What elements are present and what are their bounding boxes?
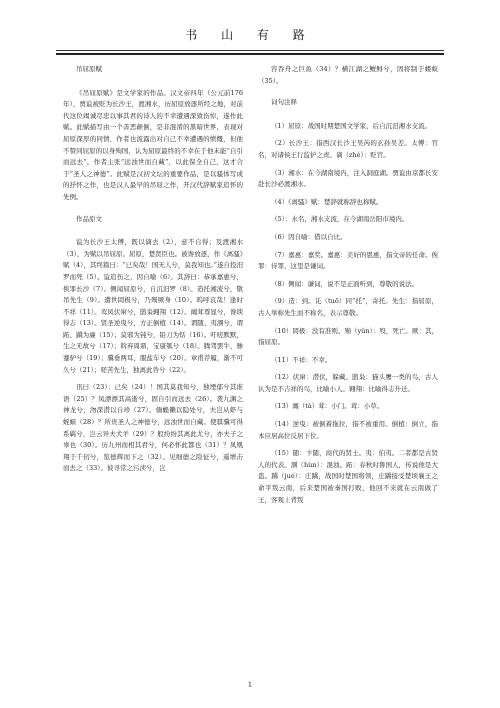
- paragraph: （2）长沙王：指西汉长沙王吴芮的玄孙吴差。太傅：官名，对诸侯王行监护之责。谪（zhé）：贬官。: [258, 139, 438, 159]
- paragraph: 容吞舟之巨鱼（34）？横江湖之鳣鲟兮，固将制于蝼蚁（35）。: [258, 65, 438, 85]
- paragraph: （11）不祥：不幸。: [271, 355, 332, 364]
- paragraph: （8）侧闻：谦词，说不是正面听到，尊敬的说法。: [271, 279, 419, 288]
- paragraph: （12）伏窜：潜伏，躲藏。鸱枭：猫头鹰一类的鸟，古人认为是不吉祥的鸟，比喻小人。翱翔：比喻得志升迁。: [258, 373, 438, 393]
- paragraph: （10）罔极：没有准则。殒（yǔn）：殁，死亡。厥：其，指屈原。: [258, 326, 438, 347]
- header-rule-thin: [56, 50, 444, 51]
- spacer: [258, 87, 438, 97]
- paragraph: （13）阘（tà）茸：小门。茸：小草。: [271, 402, 384, 411]
- paragraph: 谊为长沙王太傅，既以谪去（2），意不自得；及渡湘水（3），为赋以吊屈原。屈原，楚贤臣也。被谗放逐，作《离骚》赋（4），其终篇曰：“已矣哉！国无人兮，莫我知也。”遂自投汨罗而死（5）。谊追伤之，因自喻（6）。其辞曰：恭承嘉惠兮，俟罪长沙（7）。侧闻屈原兮，自沉汨罗（8）。造托湘流兮，敬吊先生（9）。遭世罔极兮，乃殒厥身（10）。呜呼哀哉！逢时不祥（11）。鸾凤伏窜兮，鸱枭翱翔（12）。阘茸尊显兮，谗谀得志（13）。贤圣逆曳兮，方正倒植（14）。谓随、夷溷兮，谓跖、蹻为廉（15）；莫邪为钝兮，铅刀为铦（16）。吁嗟默默，生之无故兮（17）；斡弃周鼎，宝康瓠兮（18）。腾驾罢牛，骖蹇驴兮（19）；骥垂两耳，服盐车兮（20）。章甫荐履，渐不可久兮（21）；嗟苦先生，独离此咎兮（22）。: [63, 238, 243, 374]
- section-heading: 吊屈原赋: [76, 65, 102, 73]
- paragraph: （3）湘水：在今湖南境内，注入洞庭湖。贾谊由京都长安赴长沙必渡湘水。: [258, 168, 438, 189]
- paragraph: （1）屈原：战国时期楚国文学家，后自沉汨湘水支流。: [271, 121, 432, 130]
- paragraph: （15）随：卞随，商代的贤士。夷：伯夷。二者都是古贤人的代表。溷（hùn）：混浊。跖：春秋时鲁国人，传说他是大盗。蹻（jué）：庄蹻，战国时楚国将领，庄蹻接受楚顷襄王之命平叛云南，后来楚国被秦国打败，他回不来就在云南做了王，客观上背叛: [258, 449, 438, 504]
- paragraph: （6）因自喻：借以自比。: [271, 232, 347, 241]
- page-number: 1: [247, 681, 253, 689]
- paragraph: 讯曰（23）：已矣（24）！国其莫我知兮，独堙郁兮其谁语（25）？凤漂漂其高逝兮，固自引而远去（26）。袭九渊之神龙兮，沕深潜以自珍（27）。偭蟂獭以隐处兮，夫岂从虾与蛭螾（28）？所贵圣人之神德兮，远浊世而自藏。使骐骥可得系羁兮，岂云异夫犬羊（29）？般纷纷其离此尤兮，亦夫子之辜也（30）。历九州而相其君兮，何必怀此都也（31）？凤凰翔于千仞兮，览德辉而下之（32）。见细德之险征兮，遥增击而去之（33）。彼寻常之污渎兮，岂: [63, 383, 243, 473]
- right-column: [258, 64, 438, 506]
- section-heading: 词句注释: [271, 98, 297, 107]
- spacer: [63, 204, 243, 214]
- header-rule-thick: [56, 53, 444, 55]
- paragraph: （14）逆曳：被倒着拖拉，指不被重用。倒植：倒立，指本应居高位反居下位。: [258, 420, 438, 440]
- paragraph: （5）：水名，湘水支流，在今湖南岳阳市境内。: [271, 215, 409, 224]
- paragraph: 《吊屈原赋》是文学家的作品。汉文帝四年（公元前176年），贾谊被贬为长沙王，渡湘水，历屈原放逐所经之地，对前代这位竭诚尽忠以事其君的诗人的不幸遭遇深致伤悼，遂作此赋。此赋描写由一个善恶颠倒，是非混淆的黑暗世界，表现对屈原深厚的同情，作者也流露出对自己不幸遭遇的愤慨，但他不赞同屈原的以身殉国，认为屈原最终的不幸在于他未能“自引而远去”，作者主张“远浊世而自藏”，以此保全自己，这才合于“圣人之神德”。此赋是汉初文坛的重要作品，是以骚体写成的抒怀之作，也是汉人最早的吊屈之作，开汉代辞赋家追怀的先例。: [63, 88, 243, 201]
- section-heading: 作品原文: [76, 214, 102, 223]
- paragraph: （9）造：到。讬（tuō）同“托”，寄托。先生：指屈原，古人举称先生而不称名，表示尊敬。: [258, 297, 438, 317]
- paragraph: （7）嘉惠：嘉奖。嘉惠：美好的恩惠，指文帝的任命。俟罪：待罪，这里是谦词。: [258, 250, 438, 271]
- paragraph: （4）《离骚》赋：楚辞就称辞也称赋。: [271, 197, 383, 206]
- running-header: 书 山 有 路: [185, 28, 315, 42]
- left-column: [63, 64, 243, 475]
